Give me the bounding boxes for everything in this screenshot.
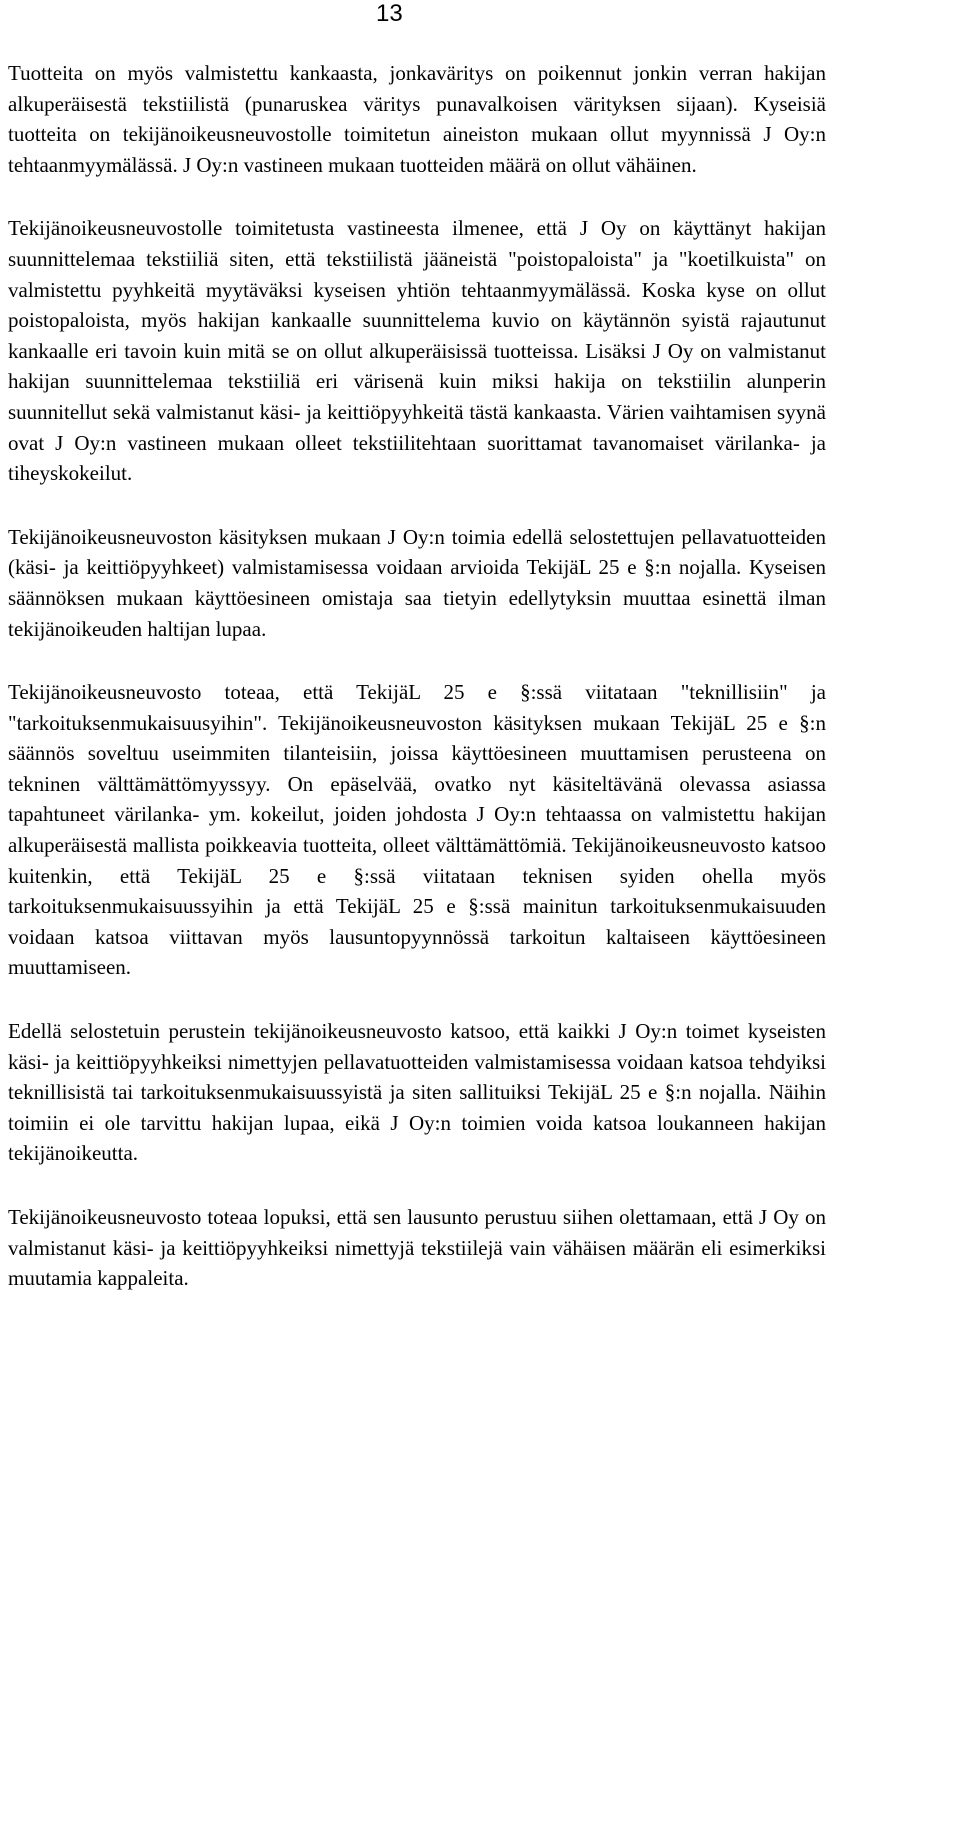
paragraph-4: Tekijänoikeusneuvosto toteaa, että TekijäL 25 e §:ssä viitataan "teknillisiin" ja "tarkoituksenmukaisuusyihin". Tekijänoikeusneuvoston käsityksen mukaan TekijäL 25 e §:n säännös soveltuu useimmiten tilanteisiin, joissa käyttöesineen muuttamisen perusteena on tekninen välttämättömyyssyy. On epäselvää, ovatko nyt käsiteltävänä olevassa asiassa tapahtuneet värilanka- ym. kokeilut, joiden johdosta J Oy:n tehtaassa on valmistettu hakijan alkuperäisestä mallista poikkeavia tuotteita, olleet välttämättömiä. Tekijänoikeusneuvosto katsoo kuitenkin, että TekijäL 25 e §:ssä viitataan teknisen syiden ohella myös tarkoituksenmukaisuussyihin ja että TekijäL 25 e §:ssä mainitun tarkoituksenmukaisuuden voidaan katsoa viittavan myös lausuntopyynnössä tarkoitun kaltaiseen käyttöesineen muuttamiseen. (8, 680, 826, 980)
page-number: 13 (376, 0, 403, 27)
paragraph-6: Tekijänoikeusneuvosto toteaa lopuksi, että sen lausunto perustuu siihen olettamaan, että J Oy on valmistanut käsi- ja keittiöpyyhkeiksi nimettyjä tekstiilejä vain vähäisen määrän eli esimerkiksi muutamia kappaleita. (8, 1205, 826, 1291)
paragraph-3: Tekijänoikeusneuvoston käsityksen mukaan J Oy:n toimia edellä selostettujen pellavatuotteiden (käsi- ja keittiöpyyhkeet) valmistamisessa voidaan arvioida TekijäL 25 e §:n nojalla. Kyseisen säännöksen mukaan käyttöesineen omistaja saa tietyin edellytyksin muuttaa esinettä ilman tekijänoikeuden haltijan lupaa. (8, 524, 826, 641)
document-body (8, 58, 826, 1294)
paragraph-2: Tekijänoikeusneuvostolle toimitetusta vastineesta ilmenee, että J Oy on käyttänyt hakijan suunnittelemaa tekstiiliä siten, että tekstiilistä jääneistä "poistopaloista" ja "koetilkuista" on valmistettu pyyhkeitä myytäväksi kyseisen yhtiön tehtaanmyymälässä. Koska kyse on ollut poistopaloista, myös hakijan kankaalle suunnittelema kuvio on käytännön syistä rajautunut kankaalle eri tavoin kuin mitä se on ollut alkuperäisissä tuotteissa. Lisäksi J Oy on valmistanut hakijan suunnittelemaa tekstiiliä eri värisenä kuin miksi hakija on tekstiilin alunperin suunnitellut sekä valmistanut käsi- ja keittiöpyyhkeitä tästä kankaasta. Värien vaihtamisen syynä ovat J Oy:n vastineen mukaan olleet tekstiilitehtaan suorittamat tavanomaiset värilanka- ja tiheyskokeilut. (8, 216, 826, 486)
paragraph-1: Tuotteita on myös valmistettu kankaasta, jonkaväritys on poikennut jonkin verran hakijan alkuperäisestä tekstiilistä (punaruskea väritys punavalkoisen värityksen sijaan). Kyseisiä tuotteita on tekijänoikeusneuvostolle toimitetun aineiston mukaan ollut myynnissä J Oy:n tehtaanmyymälässä. J Oy:n vastineen mukaan tuotteiden määrä on ollut vähäinen. (8, 61, 826, 177)
paragraph-5: Edellä selostetuin perustein tekijänoikeusneuvosto katsoo, että kaikki J Oy:n toimet kyseisten käsi- ja keittiöpyyhkeiksi nimettyjen pellavatuotteiden valmistamisessa voidaan katsoa tehdyiksi teknillisistä tai tarkoituksenmukaisuussyistä ja siten sallituiksi TekijäL 25 e §:n nojalla. Näihin toimiin ei ole tarvittu hakijan lupaa, eikä J Oy:n toimien voida katsoa loukanneen hakijan tekijänoikeutta. (8, 1019, 826, 1166)
